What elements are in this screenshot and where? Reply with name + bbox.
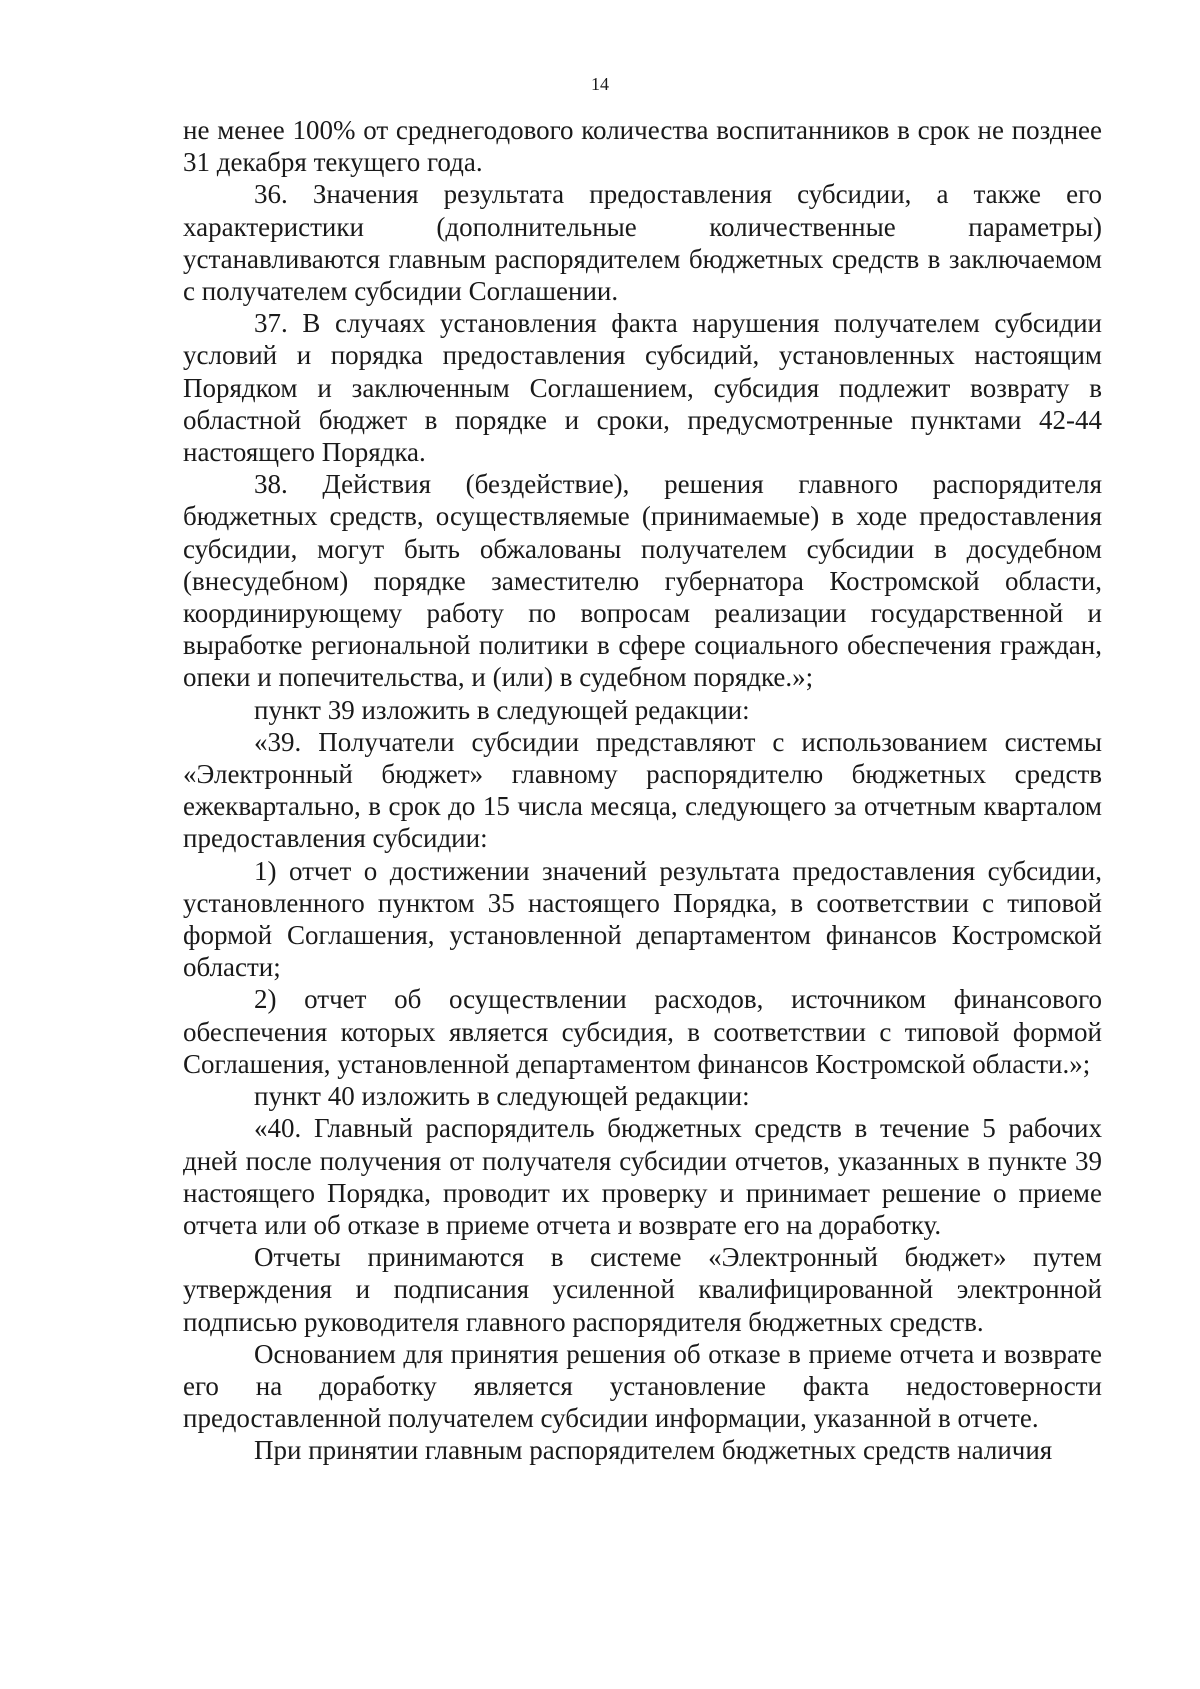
paragraph-item-39-2: 2) отчет об осуществлении расходов, источником финансового обеспечения которых является субсидия, в соответствии с типовой формой Соглашения, установленной департаментом финансов Костромской области.»; xyxy=(183,984,1102,1079)
paragraph-continues: При принятии главным распорядителем бюджетных средств наличия xyxy=(254,1435,1053,1466)
paragraph-reports-accepted: Отчеты принимаются в системе «Электронный бюджет» путем утверждения и подписания усиленной квалифицированной электронной подписью руководителя главного распорядителя бюджетных средств. xyxy=(183,1242,1102,1337)
document-body xyxy=(183,114,1102,1467)
paragraph-item-37: 37. В случаях установления факта нарушения получателем субсидии условий и порядка предоставления субсидий, установленных настоящим Порядком и заключенным Соглашением, субсидия подлежит возврату в областной бюджет в порядке и сроки, предусмотренные пунктами 42-44 настоящего Порядка. xyxy=(183,308,1102,468)
paragraph-refusal-grounds: Основанием для принятия решения об отказе в приеме отчета и возврате его на доработку является установление факта недостоверности предоставленной получателем субсидии информации, указанной в отчете. xyxy=(183,1338,1102,1434)
page-number: 14 xyxy=(591,74,609,94)
paragraph-item-39: «39. Получатели субсидии представляют с использованием системы «Электронный бюджет» главному распорядителю бюджетных средств ежеквартально, в срок до 15 числа месяца, следующего за отчетным кварталом предоставления субсидии: xyxy=(183,726,1102,854)
paragraph-item-40: «40. Главный распорядитель бюджетных средств в течение 5 рабочих дней после получения от получателя субсидии отчетов, указанных в пункте 39 настоящего Порядка, проводит их проверку и принимает решение о приеме отчета или об отказе в приеме отчета и возврате его на доработку. xyxy=(183,1113,1102,1240)
paragraph-item-38: 38. Действия (бездействие), решения главного распорядителя бюджетных средств, осуществляемые (принимаемые) в ходе предоставления субсидии, могут быть обжалованы получателем субсидии в досудебном (внесудебном) порядке заместителю губернатора Костромской области, координирующему работу по вопросам реализации государственной и выработке региональной политики в сфере социального обеспечения граждан, опеки и попечительства, и (или) в судебном порядке.»; xyxy=(183,469,1102,693)
paragraph-amend-39: пункт 39 изложить в следующей редакции: xyxy=(254,694,750,725)
paragraph-item-36: 36. Значения результата предоставления субсидии, а также его характеристики (дополнительные количественные параметры) устанавливаются главным распорядителем бюджетных средств в заключаемом с получателем субсидии Соглашении. xyxy=(183,179,1102,307)
paragraph-continuation: не менее 100% от среднегодового количества воспитанников в срок не позднее 31 декабря текущего года. xyxy=(183,115,1102,178)
paragraph-item-39-1: 1) отчет о достижении значений результата предоставления субсидии, установленного пунктом 35 настоящего Порядка, в соответствии с типовой формой Соглашения, установленной департаментом финансов Костромской области; xyxy=(183,855,1102,983)
paragraph-amend-40: пункт 40 изложить в следующей редакции: xyxy=(254,1081,750,1112)
